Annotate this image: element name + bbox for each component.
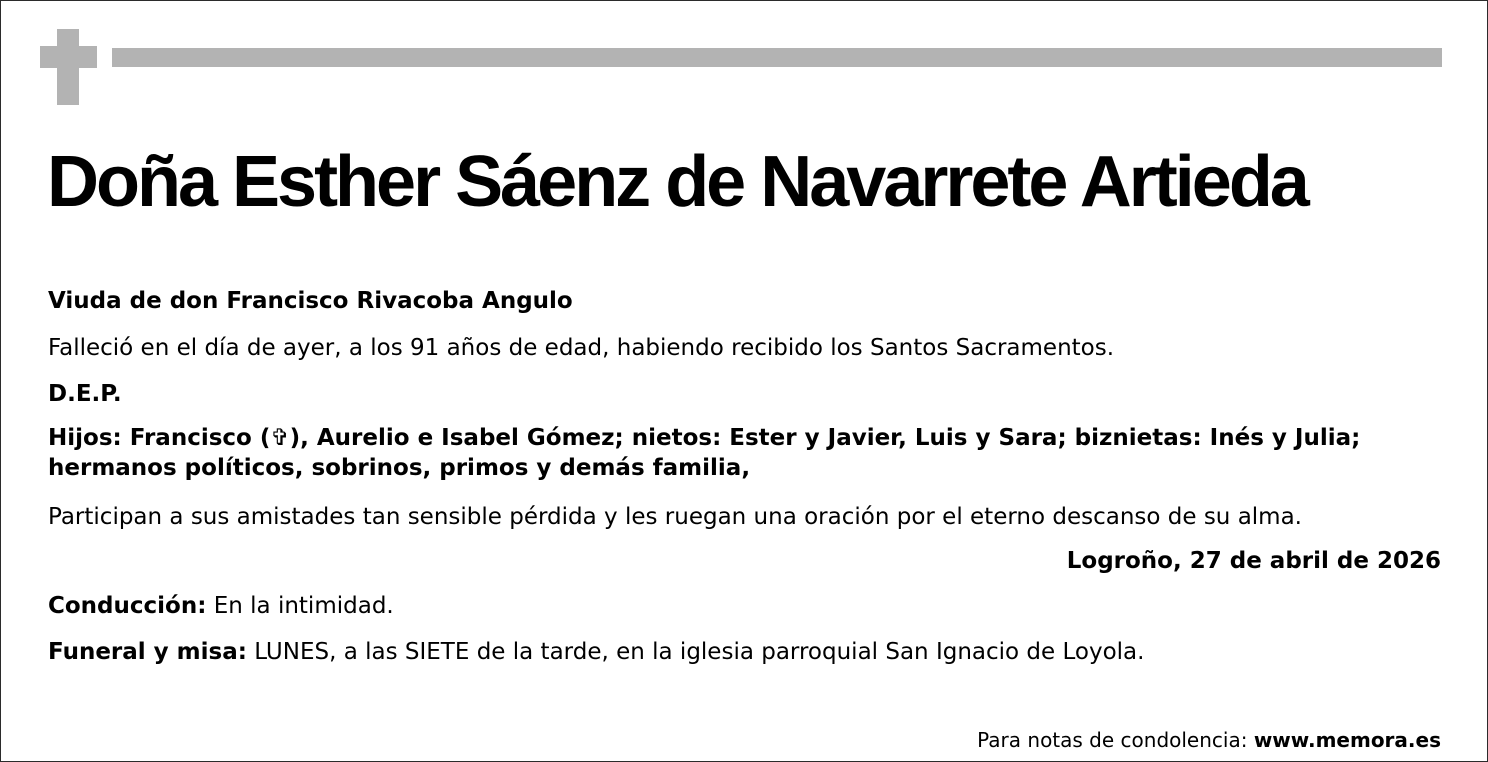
deceased-name: Doña Esther Sáenz de Navarrete Artieda <box>47 142 1307 222</box>
funeral-value: LUNES, a las SIETE de la tarde, en la iglesia parroquial San Ignacio de Loyola. <box>246 639 1145 665</box>
dep-line: D.E.P. <box>48 381 122 407</box>
family-list: Hijos: Francisco (✞), Aurelio e Isabel Gómez; nietos: Ester y Javier, Luis y Sara; biznietas: Inés y Julia; hermanos políticos, sobrinos, primos y demás familia, <box>48 425 1361 481</box>
cross-icon-horizontal-bar <box>40 46 97 68</box>
funeral-line <box>48 637 1144 667</box>
conduction-label: Conducción: <box>48 593 207 619</box>
condolence-link[interactable]: www.memora.es <box>1253 728 1441 752</box>
header-rule <box>112 48 1442 67</box>
thanks-line: Participan a sus amistades tan sensible pérdida y les ruegan una oración por el eterno descanso de su alma. <box>48 504 1302 530</box>
condolence-label: Para notas de condolencia: <box>977 728 1254 752</box>
place-date: Logroño, 27 de abril de 2026 <box>1066 548 1441 574</box>
condolence-footer <box>977 727 1441 753</box>
conduction-value: En la intimidad. <box>206 593 394 619</box>
widow-of-line: Viuda de don Francisco Rivacoba Angulo <box>48 288 573 314</box>
funeral-label: Funeral y misa: <box>48 639 247 665</box>
conduction-line <box>48 591 394 621</box>
death-notice: Falleció en el día de ayer, a los 91 años de edad, habiendo recibido los Santos Sacramentos. <box>48 335 1115 361</box>
